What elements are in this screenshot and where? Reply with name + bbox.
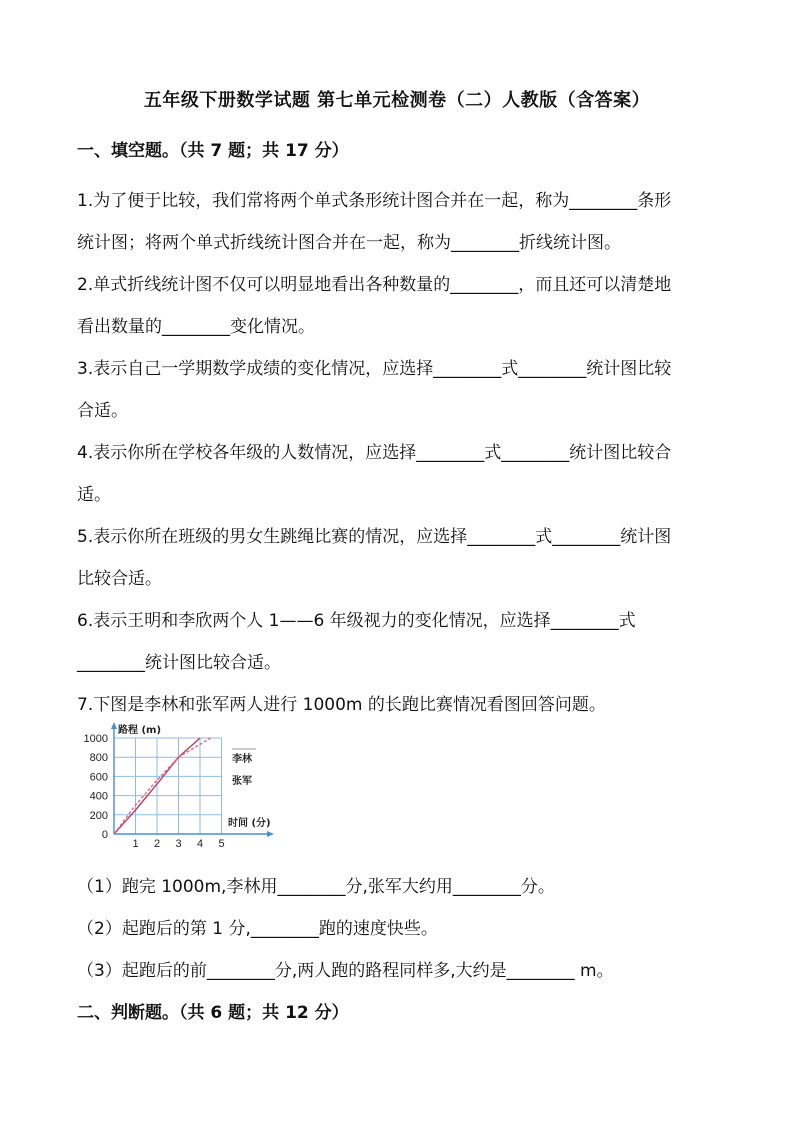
question-4-line-2 xyxy=(77,480,111,505)
q2-text-c: 看出数量的 xyxy=(77,317,162,337)
q1-text-d: 折线统计图。 xyxy=(519,233,621,253)
q3-text-b: 式 xyxy=(501,359,519,379)
answer-blank[interactable]: ________ xyxy=(552,527,621,547)
q4-text-a: 4.表示你所在学校各年级的人数情况，应选择 xyxy=(77,443,417,463)
y-axis-label: 路程 (m) xyxy=(118,725,162,736)
question-1-line-2 xyxy=(77,228,621,253)
chart-legend xyxy=(231,749,256,787)
q2-text-d: 变化情况。 xyxy=(230,317,315,337)
q5-text-a: 5.表示你所在班级的男女生跳绳比赛的情况，应选择 xyxy=(77,527,468,547)
answer-blank[interactable]: ________ xyxy=(416,443,485,463)
answer-blank[interactable]: ________ xyxy=(77,653,145,673)
answer-blank[interactable]: ________ xyxy=(506,961,575,981)
answer-blank[interactable]: ________ xyxy=(450,275,519,295)
answer-blank[interactable]: ________ xyxy=(206,961,275,981)
question-7-part-1 xyxy=(77,872,555,897)
question-2-line-2 xyxy=(77,312,315,337)
y-tick-label: 800 xyxy=(89,752,108,765)
page-title: 五年级下册数学试题 第七单元检测卷（二）人教版（含答案） xyxy=(143,90,651,111)
q2-text-a: 2.单式折线统计图不仅可以明显地看出各种数量的 xyxy=(77,275,451,295)
q2-text-b: ，而且还可以清楚地 xyxy=(518,275,672,295)
y-tick-label: 0 xyxy=(101,829,108,841)
q6-text-b: 式 xyxy=(618,611,636,631)
answer-blank[interactable]: ________ xyxy=(518,359,587,379)
q1-text-b: 条形 xyxy=(637,191,672,211)
answer-blank[interactable]: ________ xyxy=(451,233,519,253)
answer-blank[interactable]: ________ xyxy=(277,877,346,897)
answer-blank[interactable]: ________ xyxy=(433,359,502,379)
q7-s3-text-b: 分,两人跑的路程同样多,大约是 xyxy=(274,961,507,981)
q7-s1-text-a: （1）跑完 1000m,李林用 xyxy=(77,877,278,897)
q7-s2-text-b: 跑的速度快些。 xyxy=(318,919,438,939)
q4-text-b: 式 xyxy=(484,443,502,463)
q5-text-c: 统计图 xyxy=(620,527,672,547)
q1-text-c: 统计图；将两个单式折线统计图合并在一起，称为 xyxy=(77,233,451,253)
x-axis-label: 时间 (分) xyxy=(228,818,271,829)
q7-s2-text-a: （2）起跑后的第 1 分, xyxy=(77,919,251,939)
q4-text-c: 统计图比较合 xyxy=(569,443,672,463)
q7-s1-text-c: 分。 xyxy=(520,877,555,897)
question-7-part-3 xyxy=(77,956,614,981)
x-tick-label: 3 xyxy=(175,838,182,850)
question-3-line-2 xyxy=(77,396,128,421)
question-2-line-1 xyxy=(77,270,671,295)
question-5-line-1 xyxy=(77,522,671,547)
q5-text-b: 式 xyxy=(535,527,553,547)
question-7-part-2 xyxy=(77,914,438,939)
x-tick-label: 4 xyxy=(196,838,204,850)
answer-blank[interactable]: ________ xyxy=(467,527,536,547)
chart-ticks xyxy=(84,733,225,850)
question-6-line-1 xyxy=(77,606,636,631)
answer-blank[interactable]: ________ xyxy=(550,611,619,631)
q3-text-a: 3.表示自己一学期数学成绩的变化情况，应选择 xyxy=(77,359,434,379)
x-axis-arrow xyxy=(267,831,274,837)
x-tick-label: 1 xyxy=(132,838,139,850)
x-tick-label: 5 xyxy=(218,838,225,850)
chart-series xyxy=(114,738,211,834)
question-3-line-1 xyxy=(77,354,671,379)
q6-text-c: 统计图比较合适。 xyxy=(145,653,281,673)
y-tick-label: 600 xyxy=(89,771,108,784)
question-6-line-2 xyxy=(77,648,281,673)
y-tick-label: 1000 xyxy=(83,733,108,745)
question-5-line-2 xyxy=(77,564,162,589)
question-4-line-1 xyxy=(77,438,671,463)
answer-blank[interactable]: ________ xyxy=(162,317,230,337)
legend-entry-li-lin: 李林 xyxy=(232,754,252,765)
q3-text-d: 合适。 xyxy=(77,401,128,421)
answer-blank[interactable]: ________ xyxy=(569,191,638,211)
chart-grid xyxy=(114,738,222,834)
distance-time-chart xyxy=(80,722,280,850)
answer-blank[interactable]: ________ xyxy=(452,877,521,897)
y-axis-arrow xyxy=(111,722,117,729)
series-line-zhang-jun xyxy=(114,738,211,834)
q4-text-d: 适。 xyxy=(77,485,111,505)
q3-text-c: 统计图比较 xyxy=(586,359,672,379)
q7-s3-text-a: （3）起跑后的前 xyxy=(77,961,207,981)
question-7-intro: 7.下图是李林和张军两人进行 1000m 的长跑比赛情况看图回答问题。 xyxy=(77,695,606,715)
legend-entry-zhang-jun: 张军 xyxy=(232,776,252,787)
question-1-line-1 xyxy=(77,186,671,211)
answer-blank[interactable]: ________ xyxy=(250,919,319,939)
q7-s3-text-c: m。 xyxy=(574,961,614,981)
section-heading-fill-blank: 一、填空题。（共 7 题；共 17 分） xyxy=(77,141,349,161)
y-tick-label: 400 xyxy=(89,790,108,803)
y-tick-label: 200 xyxy=(89,809,108,822)
x-tick-label: 2 xyxy=(153,838,161,850)
q1-text-a: 1.为了便于比较，我们常将两个单式条形统计图合并在一起，称为 xyxy=(77,191,570,211)
section-heading-true-false: 二、判断题。（共 6 题；共 12 分） xyxy=(77,1003,349,1023)
q7-s1-text-b: 分,张军大约用 xyxy=(345,877,453,897)
q6-text-a: 6.表示王明和李欣两个人 1——6 年级视力的变化情况，应选择 xyxy=(77,611,551,631)
q5-text-d: 比较合适。 xyxy=(77,569,162,589)
answer-blank[interactable]: ________ xyxy=(501,443,570,463)
